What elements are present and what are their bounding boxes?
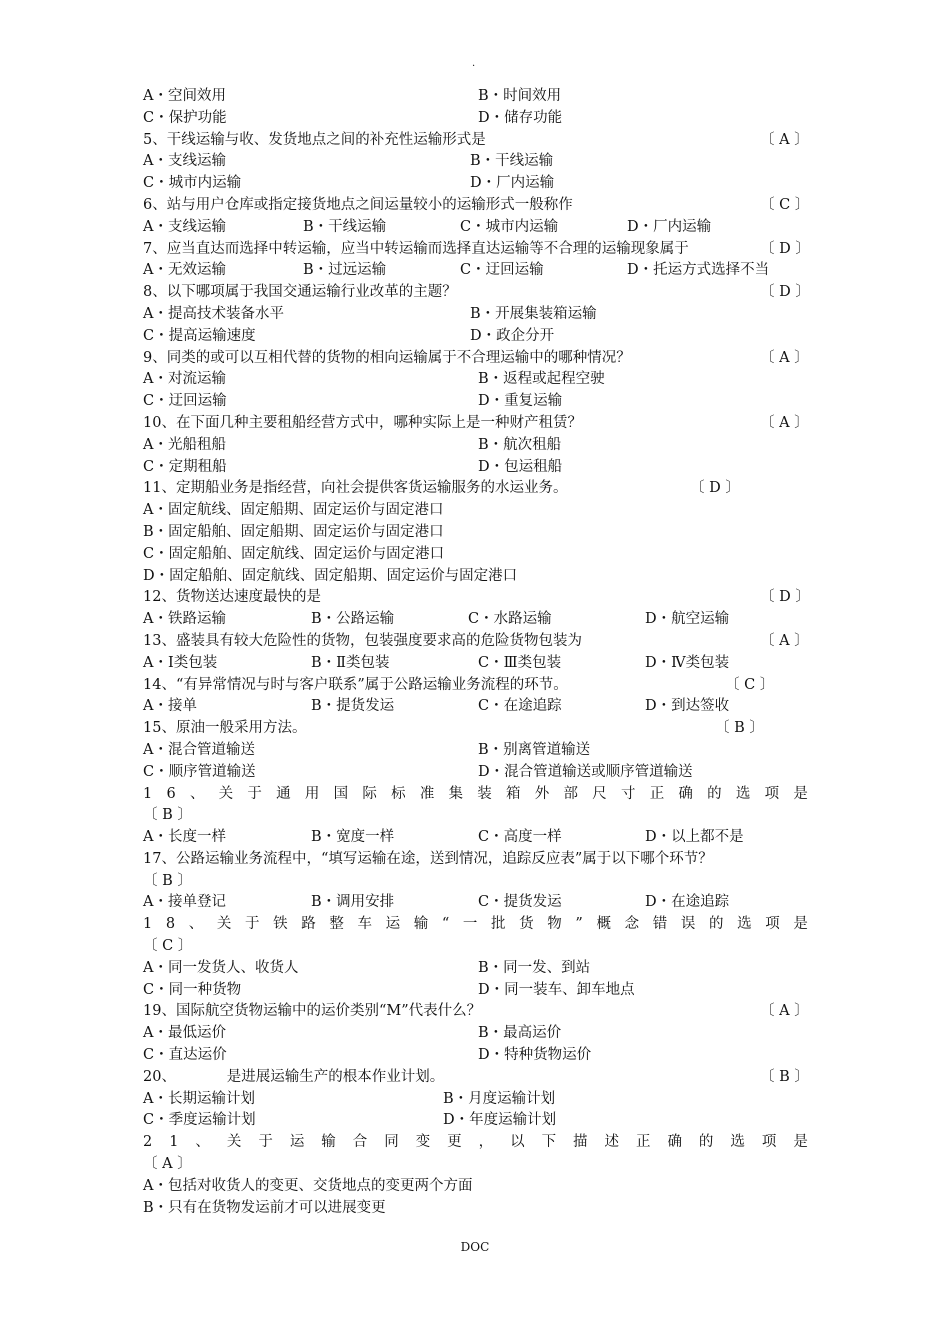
option-row (143, 740, 808, 762)
question-row (143, 1001, 808, 1023)
question-char: 车 (357, 916, 372, 933)
option-text: C・提货发运 (478, 894, 562, 911)
option-row (143, 653, 808, 675)
option-text: C・迂回运输 (460, 262, 544, 279)
option-text: D・到达签收 (645, 698, 730, 715)
question-char: 选 (737, 916, 752, 933)
doc-line: A・固定航线、固定船期、固定运价与固定港口 (143, 502, 444, 519)
answer-bracket: 〔 D 〕 (690, 480, 740, 497)
answer-bracket: 〔 A 〕 (760, 632, 809, 649)
answer-bracket: 〔 B 〕 (760, 1068, 809, 1085)
question-text: 11、定期船业务是指经营，向社会提供客货运输服务的水运业务。 (143, 480, 568, 497)
option-text: A・长期运输计划 (143, 1090, 255, 1107)
question-char: 、 (195, 1134, 210, 1151)
answer-bracket: 〔 D 〕 (760, 589, 810, 606)
question-char: 寸 (620, 785, 636, 802)
question-row (143, 718, 808, 740)
option-row (143, 173, 808, 195)
option-text: C・定期租船 (143, 458, 227, 475)
option-text: A・接单登记 (143, 894, 226, 911)
question-char: 货 (519, 916, 534, 933)
option-text: A・光船租船 (143, 436, 226, 453)
question-char: 关 (226, 1134, 242, 1151)
doc-line: B・只有在货物发运前才可以进展变更 (143, 1199, 386, 1216)
question-char: 输 (413, 916, 429, 933)
option-row (143, 435, 808, 457)
answer-bracket: 〔 C 〕 (760, 196, 810, 213)
answer-bracket: 〔 C 〕 (725, 676, 775, 693)
question-char: 错 (652, 916, 668, 933)
doc-line: D・固定船舶、固定航线、固定船期、固定运价与固定港口 (143, 567, 518, 584)
doc-line: 〔 A 〕 (143, 1156, 192, 1173)
option-row (143, 369, 808, 391)
option-text: B・干线运输 (303, 218, 387, 235)
question-char: 项 (765, 916, 780, 933)
option-row (143, 1023, 808, 1045)
question-char: 正 (635, 1134, 651, 1151)
option-text: D・托运方式选择不当 (627, 262, 770, 279)
question-text: 12、货物送达速度最快的是 (143, 589, 321, 606)
option-row (143, 326, 808, 348)
question-char: 选 (730, 1134, 745, 1151)
option-text: A・空间效用 (143, 88, 226, 104)
question-text: 9、同类的或可以互相代替的货物的相向运输属于不合理运输中的哪种情况？ (143, 349, 631, 366)
question-row (143, 478, 808, 500)
question-row (143, 1067, 808, 1089)
question-row (143, 631, 808, 653)
doc-line: 17、公路运输业务流程中，“填写运输在途，送到情况，追踪反应表”属于以下哪个环节？ (143, 850, 713, 867)
option-text: C・在途追踪 (478, 698, 562, 715)
option-text: B・提货发运 (311, 698, 395, 715)
option-text: A・最低运价 (143, 1025, 226, 1042)
footer-label: DOC (460, 1240, 490, 1254)
option-row (143, 980, 808, 1002)
option-text: B・返程或起程空驶 (478, 371, 605, 388)
option-text: B・Ⅱ类包装 (311, 654, 390, 671)
option-text: D・航空运输 (645, 611, 730, 628)
option-row (143, 86, 808, 108)
question-char: 1 (169, 1134, 179, 1151)
question-char: 尺 (592, 785, 607, 802)
question-char: 1 (143, 916, 153, 933)
question-char: 整 (329, 916, 344, 933)
option-text: B・航次租船 (478, 436, 562, 453)
question-char: 更 (447, 1134, 462, 1151)
question-char: 于 (247, 785, 262, 802)
doc-line: B・固定船舶、固定船期、固定运价与固定港口 (143, 523, 444, 540)
question-text: 8、以下哪项属于我国交通运输行业改革的主题？ (143, 284, 457, 301)
question-char: 用 (304, 785, 320, 802)
question-text: 10、在下面几种主要租船经营方式中，哪种实际上是一种财产租赁？ (143, 414, 582, 431)
option-row (143, 892, 808, 914)
answer-bracket: 〔 D 〕 (760, 240, 810, 257)
doc-line: 〔 B 〕 (143, 872, 192, 889)
option-text: B・公路运输 (311, 611, 395, 628)
option-text: B・过远运输 (303, 262, 387, 279)
question-char: 际 (362, 785, 377, 802)
question-char: 部 (563, 785, 578, 802)
doc-line: 〔 B 〕 (143, 807, 192, 824)
question-char: 合 (352, 1134, 368, 1151)
option-row (143, 108, 808, 130)
question-char: 装 (477, 785, 492, 802)
header-dot: . (472, 58, 476, 69)
option-row (143, 1089, 808, 1111)
question-text: 6、站与用户仓库或指定接货地点之间运量较小的运输形式一般称作 (143, 196, 573, 213)
question-text: 13、盛装具有较大危险性的货物，包装强度要求高的危险货物包装为 (143, 632, 582, 649)
question-char: 6 (166, 785, 176, 802)
question-char: 、 (188, 916, 204, 933)
question-char: 误 (680, 916, 696, 933)
option-text: B・最高运价 (478, 1025, 562, 1042)
option-text: C・迂回运输 (143, 393, 227, 410)
question-text: 15、原油一般采用方法。 (143, 720, 307, 737)
question-char: 描 (573, 1134, 588, 1151)
option-row (143, 696, 808, 718)
question-char: “ (441, 916, 450, 933)
question-row-justified (143, 784, 808, 806)
option-text: A・长度一样 (143, 829, 226, 846)
option-text: A・对流运输 (143, 371, 226, 388)
question-char: 路 (301, 916, 316, 933)
question-char: 国 (333, 785, 349, 802)
answer-bracket: 〔 D 〕 (760, 284, 810, 301)
question-row (143, 587, 808, 609)
option-row (143, 958, 808, 980)
option-text: A・支线运输 (143, 218, 226, 235)
question-char: 概 (596, 916, 611, 933)
question-char: 项 (764, 785, 780, 802)
question-row-justified (143, 1132, 808, 1154)
option-row (143, 827, 808, 849)
option-row (143, 304, 808, 326)
option-text: B・调用安排 (311, 894, 395, 911)
option-text: C・高度一样 (478, 829, 562, 846)
option-text: B・月度运输计划 (443, 1090, 556, 1107)
option-text: D・政企分开 (470, 327, 555, 344)
option-text: C・城市内运输 (143, 175, 242, 192)
option-text: C・水路运输 (468, 611, 552, 628)
option-text: A・支线运输 (143, 153, 226, 170)
option-text: B・开展集装箱运输 (470, 305, 597, 322)
question-char: 是 (793, 1134, 808, 1151)
option-text: D・重复运输 (478, 393, 563, 410)
question-row (143, 195, 808, 217)
doc-line: A・包括对收货人的变更、交货地点的变更两个方面 (143, 1177, 473, 1194)
option-text: D・特种货物运价 (478, 1047, 592, 1064)
question-row (143, 413, 808, 435)
question-char: 的 (707, 785, 722, 802)
question-text: 7、应当直达而选择中转运输，应当中转运输而选择直达运输等不合理的运输现象属于 (143, 240, 689, 257)
question-char: 外 (534, 785, 550, 802)
option-text: B・宽度一样 (311, 829, 395, 846)
question-char: 于 (258, 1134, 273, 1151)
question-char: 运 (289, 1134, 305, 1151)
doc-line: 〔 C 〕 (143, 938, 193, 955)
question-char: 批 (491, 916, 506, 933)
option-text: D・厂内运输 (627, 218, 712, 235)
option-text: D・Ⅳ类包装 (645, 654, 730, 671)
option-row (143, 391, 808, 413)
option-text: D・混合管道输送或顺序管道输送 (478, 763, 693, 780)
question-char: 准 (419, 785, 435, 802)
question-text: 14、“有异常情况与时与客户联系”属于公路运输业务流程的环节。 (143, 676, 568, 693)
option-text: C・顺序管道输送 (143, 763, 256, 780)
question-char: 项 (761, 1134, 777, 1151)
option-row (143, 217, 808, 239)
option-text: D・同一装车、卸车地点 (478, 981, 635, 998)
option-text: B・时间效用 (478, 88, 562, 104)
option-row (143, 762, 808, 784)
question-char: 述 (604, 1134, 619, 1151)
option-row (143, 151, 808, 173)
question-char: 物 (547, 916, 562, 933)
question-char: 的 (708, 916, 724, 933)
option-text: D・年度运输计划 (443, 1112, 557, 1129)
option-row (143, 260, 808, 282)
question-char: 输 (321, 1134, 336, 1151)
question-char: 以 (510, 1134, 525, 1151)
question-char: 标 (391, 785, 406, 802)
option-text: A・无效运输 (143, 262, 226, 279)
option-text: C・Ⅲ类包装 (478, 654, 562, 671)
question-row-justified (143, 914, 808, 936)
question-text: 19、国际航空货物运输中的运价类别“M”代表什么？ (143, 1003, 482, 1020)
question-char: 一 (462, 916, 478, 933)
question-row (143, 675, 808, 697)
question-char: 通 (276, 785, 291, 802)
option-text: D・以上都不是 (645, 829, 744, 846)
option-text: B・同一发、到站 (478, 959, 591, 976)
question-char: 2 (143, 1134, 153, 1151)
option-text: B・干线运输 (470, 153, 554, 170)
option-text: A・Ⅰ类包装 (143, 654, 218, 671)
question-text: 20、 是进展运输生产的根本作业计划。 (143, 1068, 445, 1085)
question-char: ” (575, 916, 583, 933)
option-text: C・提高运输速度 (143, 327, 256, 344)
question-char: 箱 (506, 785, 521, 802)
option-row (143, 1110, 808, 1132)
option-text: C・同一种货物 (143, 981, 242, 998)
option-text: C・城市内运输 (460, 218, 559, 235)
question-char: 于 (244, 916, 260, 933)
question-char: 同 (384, 1134, 399, 1151)
option-text: A・接单 (143, 698, 197, 715)
doc-line: C・固定船舶、固定航线、固定运价与固定港口 (143, 545, 445, 562)
option-text: D・在途追踪 (645, 894, 730, 911)
question-char: 是 (793, 785, 808, 802)
question-char: 确 (667, 1134, 682, 1151)
question-char: 的 (698, 1134, 714, 1151)
option-row (143, 457, 808, 479)
option-text: A・混合管道输送 (143, 741, 255, 758)
option-row (143, 609, 808, 631)
answer-bracket: 〔 A 〕 (760, 1003, 809, 1020)
question-char: 、 (189, 785, 205, 802)
option-text: C・季度运输计划 (143, 1112, 256, 1129)
question-text: 5、干线运输与收、发货地点之间的补充性运输形式是 (143, 131, 486, 148)
answer-bracket: 〔 B 〕 (715, 720, 764, 737)
question-char: 念 (624, 916, 640, 933)
question-row (143, 130, 808, 152)
question-row (143, 239, 808, 261)
option-row (143, 1045, 808, 1067)
question-char: 确 (678, 785, 693, 802)
option-text: D・包运租船 (478, 458, 563, 475)
option-text: D・厂内运输 (470, 175, 555, 192)
question-char: 集 (448, 785, 464, 802)
question-char: 变 (415, 1134, 431, 1151)
question-char: 选 (735, 785, 751, 802)
answer-bracket: 〔 A 〕 (760, 349, 809, 366)
option-text: D・储存功能 (478, 109, 563, 126)
option-text: A・提高技术装备水平 (143, 305, 284, 322)
option-text: B・别离管道输送 (478, 741, 591, 758)
question-row (143, 348, 808, 370)
option-text: C・直达运价 (143, 1047, 227, 1064)
question-char: 是 (793, 916, 808, 933)
question-char: ， (478, 1134, 494, 1151)
question-char: 正 (649, 785, 665, 802)
question-row (143, 282, 808, 304)
exam-document (143, 86, 808, 1219)
option-text: C・保护功能 (143, 109, 227, 126)
question-char: 关 (216, 916, 232, 933)
answer-bracket: 〔 A 〕 (760, 131, 809, 148)
question-char: 8 (165, 916, 176, 933)
option-text: A・同一发货人、收货人 (143, 959, 299, 976)
question-char: 运 (385, 916, 401, 933)
question-char: 1 (143, 785, 153, 802)
answer-bracket: 〔 A 〕 (760, 414, 809, 431)
option-text: A・铁路运输 (143, 611, 226, 628)
question-char: 关 (218, 785, 234, 802)
question-char: 铁 (273, 916, 288, 933)
question-char: 下 (541, 1134, 557, 1151)
